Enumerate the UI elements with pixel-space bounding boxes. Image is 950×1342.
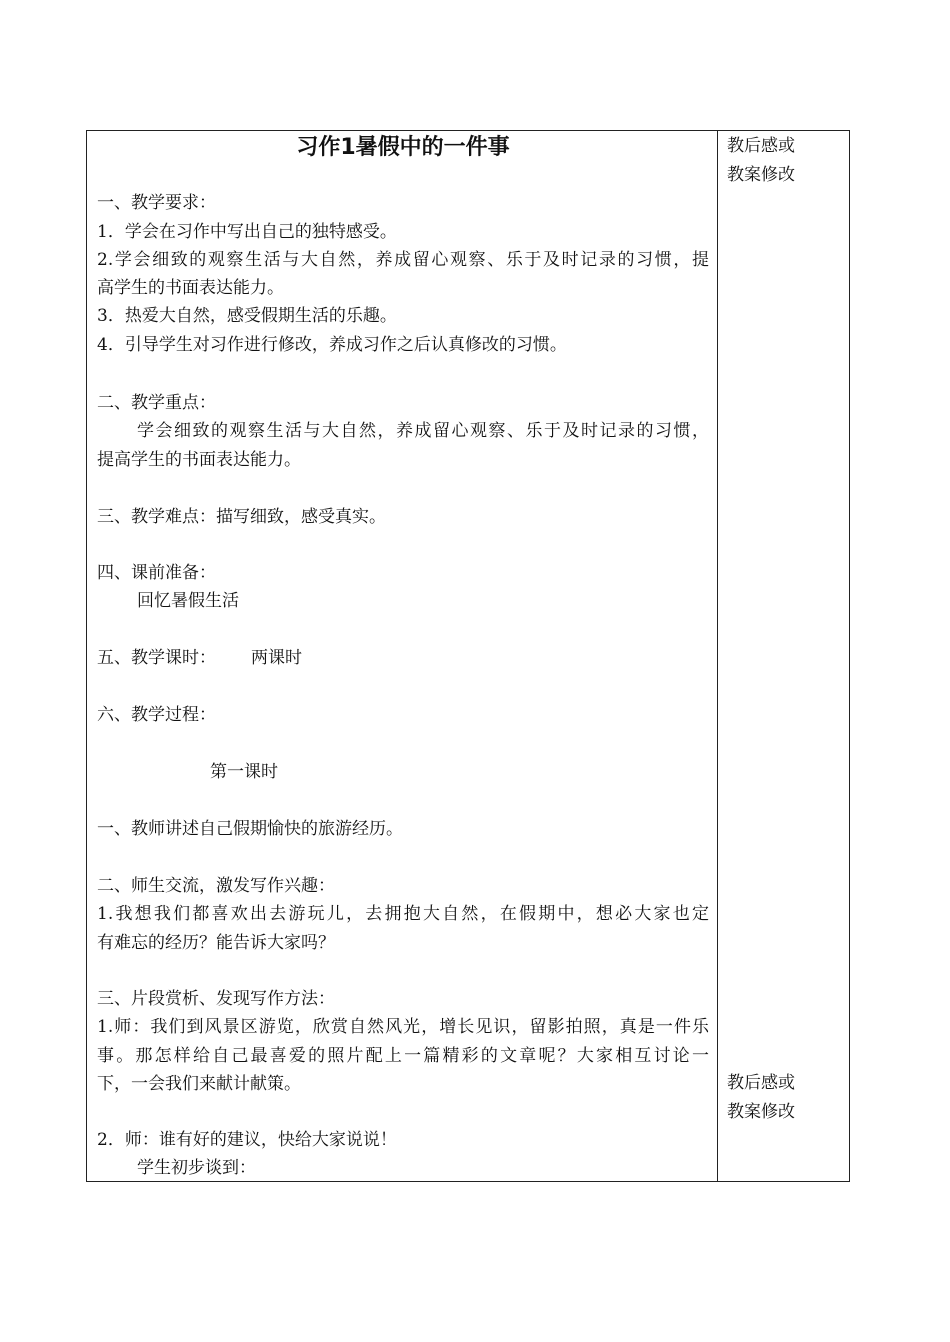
revision-note-label: 教案修改 bbox=[727, 1102, 795, 1122]
step-text-continued: 有难忘的经历？能告诉大家吗？ bbox=[97, 933, 335, 953]
lesson-title: 习作1暑假中的一件事 bbox=[296, 135, 510, 160]
period-heading: 第一课时 bbox=[210, 762, 278, 782]
step-heading: 三、片段赏析、发现写作方法： bbox=[97, 989, 335, 1009]
key-point-text: 学会细致的观察生活与大自然，养成留心观察、乐于及时记录的习惯， bbox=[137, 421, 709, 441]
revision-note-label: 教后感或 bbox=[727, 1073, 795, 1093]
requirement-item: 4．引导学生对习作进行修改，养成习作之后认真修改的习惯。 bbox=[97, 335, 567, 355]
step-text: 学生初步谈到： bbox=[137, 1158, 256, 1178]
section-heading: 二、教学重点： bbox=[97, 393, 216, 413]
section-heading: 一、教学要求： bbox=[97, 193, 216, 213]
step-text: 1.师：我们到风景区游览，欣赏自然风光，增长见识，留影拍照，真是一件乐 bbox=[97, 1017, 709, 1037]
column-divider bbox=[717, 131, 718, 1181]
class-hours-value: 两课时 bbox=[251, 648, 302, 668]
step-text: 1.我想我们都喜欢出去游玩儿，去拥抱大自然，在假期中，想必大家也定 bbox=[97, 904, 709, 924]
revision-note-label: 教后感或 bbox=[727, 136, 795, 156]
step-text-continued: 事。那怎样给自己最喜爱的照片配上一篇精彩的文章呢？大家相互讨论一 bbox=[97, 1046, 709, 1066]
requirement-item: 2.学会细致的观察生活与大自然，养成留心观察、乐于及时记录的习惯，提 bbox=[97, 250, 709, 270]
requirement-item-continued: 高学生的书面表达能力。 bbox=[97, 278, 284, 298]
step-text-continued: 下，一会我们来献计献策。 bbox=[97, 1074, 301, 1094]
requirement-item: 3．热爱大自然，感受假期生活的乐趣。 bbox=[97, 306, 397, 326]
section-heading: 四、课前准备： bbox=[97, 563, 216, 583]
revision-note-label: 教案修改 bbox=[727, 165, 795, 185]
preparation-text: 回忆暑假生活 bbox=[137, 591, 239, 611]
section-heading: 六、教学过程： bbox=[97, 705, 216, 725]
step-heading: 一、教师讲述自己假期愉快的旅游经历。 bbox=[97, 819, 403, 839]
step-heading: 二、师生交流，激发写作兴趣： bbox=[97, 876, 335, 896]
key-point-text-continued: 提高学生的书面表达能力。 bbox=[97, 450, 301, 470]
section-heading: 五、教学课时： bbox=[97, 648, 216, 668]
requirement-item: 1．学会在习作中写出自己的独特感受。 bbox=[97, 222, 397, 242]
section-heading: 三、教学难点：描写细致，感受真实。 bbox=[97, 507, 386, 527]
step-text: 2．师：谁有好的建议，快给大家说说！ bbox=[97, 1130, 397, 1150]
lesson-plan-table bbox=[86, 130, 850, 1182]
